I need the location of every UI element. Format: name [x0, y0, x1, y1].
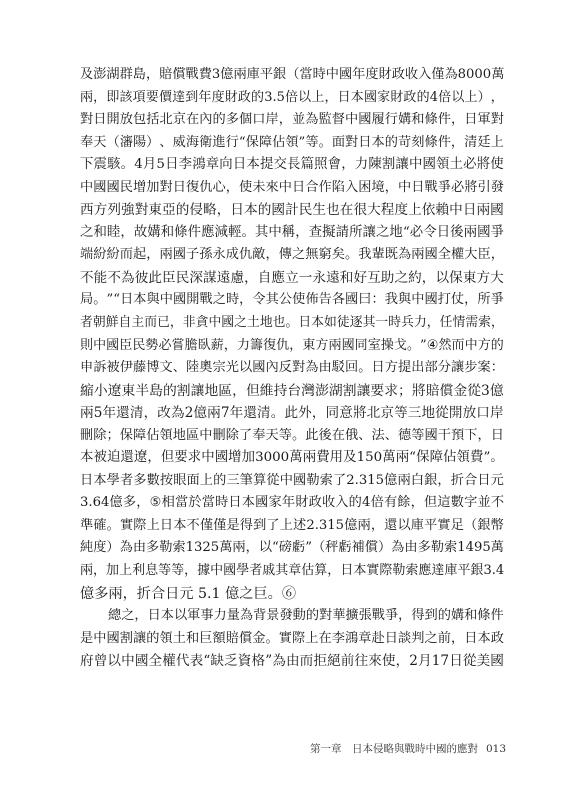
text-line: 奉 天 （ 瀋 陽 ） 、 威 海 衛 進 行 “ 保 障 佔 領 ” 等 。 面 對 日 本 的 苛 刻 條 件 ， 清 廷 上	[80, 134, 504, 150]
text-line: 不 能 不 為 彼 此 臣 民 深 謀 遠 慮 ， 自 應 立 一 永 遠 和 好 互 助 之 約 ， 以 保 東 方 大	[80, 269, 504, 286]
text-line: 者 朝 鮮 自 主 而 已 ， 非 貪 中 國 之 土 地 也 。 日 本 如 徒 逐 其 一 時 兵 力 ， 任 情 需 索 ，	[80, 315, 504, 331]
text-line: 億多兩，折合日元 5.1 億之巨。⑥	[80, 585, 297, 602]
text-line: 下 震 駭 。 4 月 5 日 李 鴻 章 向 日 本 提 交 長 篇 照 會 ， 力 陳 割 讓 中 國 領 土 必 將 使	[80, 157, 504, 173]
text-line: 之 和 睦 ， 故 媾 和 條 件 應 減 輕 。 其 中 稱 ， 查 擬 請 所 讓 之 地 “ 必 令 日 後 兩 國 爭	[80, 224, 504, 240]
text-line: 及 澎 湖 群 島 ， 賠 償 戰 費 3 億 兩 庫 平 銀 （ 當 時 中 國 年 度 財 政 收 入 僅 為 8000 萬	[80, 67, 504, 82]
text-line: 對 日 開 放 包 括 北 京 在 內 的 多 個 口 岸 ， 並 為 監 督 中 國 履 行 媾 和 條 件 ， 日 軍 對	[80, 112, 504, 128]
text-line: 中 國 國 民 增 加 對 日 復 仇 心 ， 使 未 來 中 日 合 作 陷 入 困 境 ， 中 日 戰 爭 必 將 引 發	[80, 179, 504, 195]
text-line: 總 之 ， 日 本 以 軍 事 力 量 為 背 景 發 動 的 對 華 擴 張 戰 爭 ， 得 到 的 媾 和 條 件	[108, 608, 504, 624]
text-line: 兩 ， 即 該 項 要 價 達 到 年 度 財 政 的 3.5 倍 以 上 ， 日 本 國 家 財 政 的 4 倍 以 上 ） ，	[80, 89, 504, 105]
page-number: 013	[485, 743, 506, 755]
text-line: 兩 ， 加 上 利 息 等 等 ， 據 中 國 學 者 戚 其 章 估 算 ， 日 本 實 際 勒 索 應 達 庫 平 銀 3.4	[80, 563, 504, 579]
text-line: 端 紛 紛 而 起 ， 兩 國 子 孫 永 成 仇 敵 ， 傳 之 無 窮 矣 。 我 輩 既 為 兩 國 全 權 大 臣 ，	[80, 247, 504, 263]
text-line: 純 度 ） 為 由 多 勒 索 1325 萬 兩 ， 以 “ 磅 虧 ” （ 秤 虧 補 償 ） 為 由 多 勒 索 1495 萬	[80, 540, 504, 556]
body-text	[80, 64, 504, 673]
text-line: 刪 除 ； 保 障 佔 領 地 區 中 刪 除 了 奉 天 等 。 此 後 在 俄 、 法 、 德 等 國 干 預 下 ， 日	[80, 427, 504, 443]
text-line: 是 中 國 割 讓 的 領 土 和 巨 額 賠 償 金 。 實 際 上 在 李 鴻 章 赴 日 談 判 之 前 ， 日 本 政	[80, 630, 504, 646]
text-line: 西 方 列 強 對 東 亞 的 侵 略 ， 日 本 的 國 計 民 生 也 在 很 大 程 度 上 依 賴 中 日 兩 國	[80, 202, 504, 219]
text-line: 3.64 億 多 ， ⑤ 相 當 於 當 時 日 本 國 家 年 財 政 收 入 的 4 倍 有 餘 ， 但 這 數 字 並 不	[80, 495, 504, 511]
text-line: 局 。 ” “ 日 本 與 中 國 開 戰 之 時 ， 令 其 公 使 佈 告 各 國 曰 ： 我 與 中 國 打 仗 ， 所 爭	[80, 292, 504, 308]
text-line: 日 本 學 者 多 數 按 眼 面 上 的 三 筆 算 從 中 國 勒 索 了 2.315 億 兩 白 銀 ， 折 合 日 元	[80, 472, 504, 488]
text-line: 縮 小 遼 東 半 島 的 割 讓 地 區 ， 但 維 持 台 灣 澎 湖 割 讓 要 求 ； 將 賠 償 金 從 3 億	[80, 382, 504, 399]
text-line: 則 中 國 臣 民 勢 必 嘗 膽 臥 薪 ， 力 籌 復 仇 ， 東 方 兩 國 同 室 操 戈 。 ” ④ 然 而 中 方 的	[80, 337, 504, 353]
text-line: 申 訴 被 伊 藤 博 文 、 陸 奧 宗 光 以 國 內 反 對 為 由 駁 回 。 日 方 提 出 部 分 讓 步 案 ：	[80, 360, 504, 376]
text-line: 本 被 迫 還 遼 ， 但 要 求 中 國 增 加 3000 萬 兩 費 用 及 150 萬 兩 “ 保 障 佔 領 費 ” 。	[80, 450, 504, 466]
text-line: 兩 5 年 還 清 ， 改 為 2 億 兩 7 年 還 清 。 此 外 ， 同 意 將 北 京 等 三 地 從 開 放 口 岸	[80, 405, 504, 422]
chapter-title: 第一章 日本侵略與戰時中國的應對	[309, 743, 478, 755]
running-footer	[310, 741, 506, 756]
text-line: 準 確 。 實 際 上 日 本 不 僅 僅 是 得 到 了 上 述 2.315 億 兩 ， 還 以 庫 平 實 足 （ 銀 幣	[80, 517, 504, 533]
text-line: 府 曾 以 中 國 全 權 代 表 “ 缺 乏 資 格 ” 為 由 而 拒 絕 前 往 來 使 ， 2 月 17 日 從 美 國	[80, 653, 504, 670]
